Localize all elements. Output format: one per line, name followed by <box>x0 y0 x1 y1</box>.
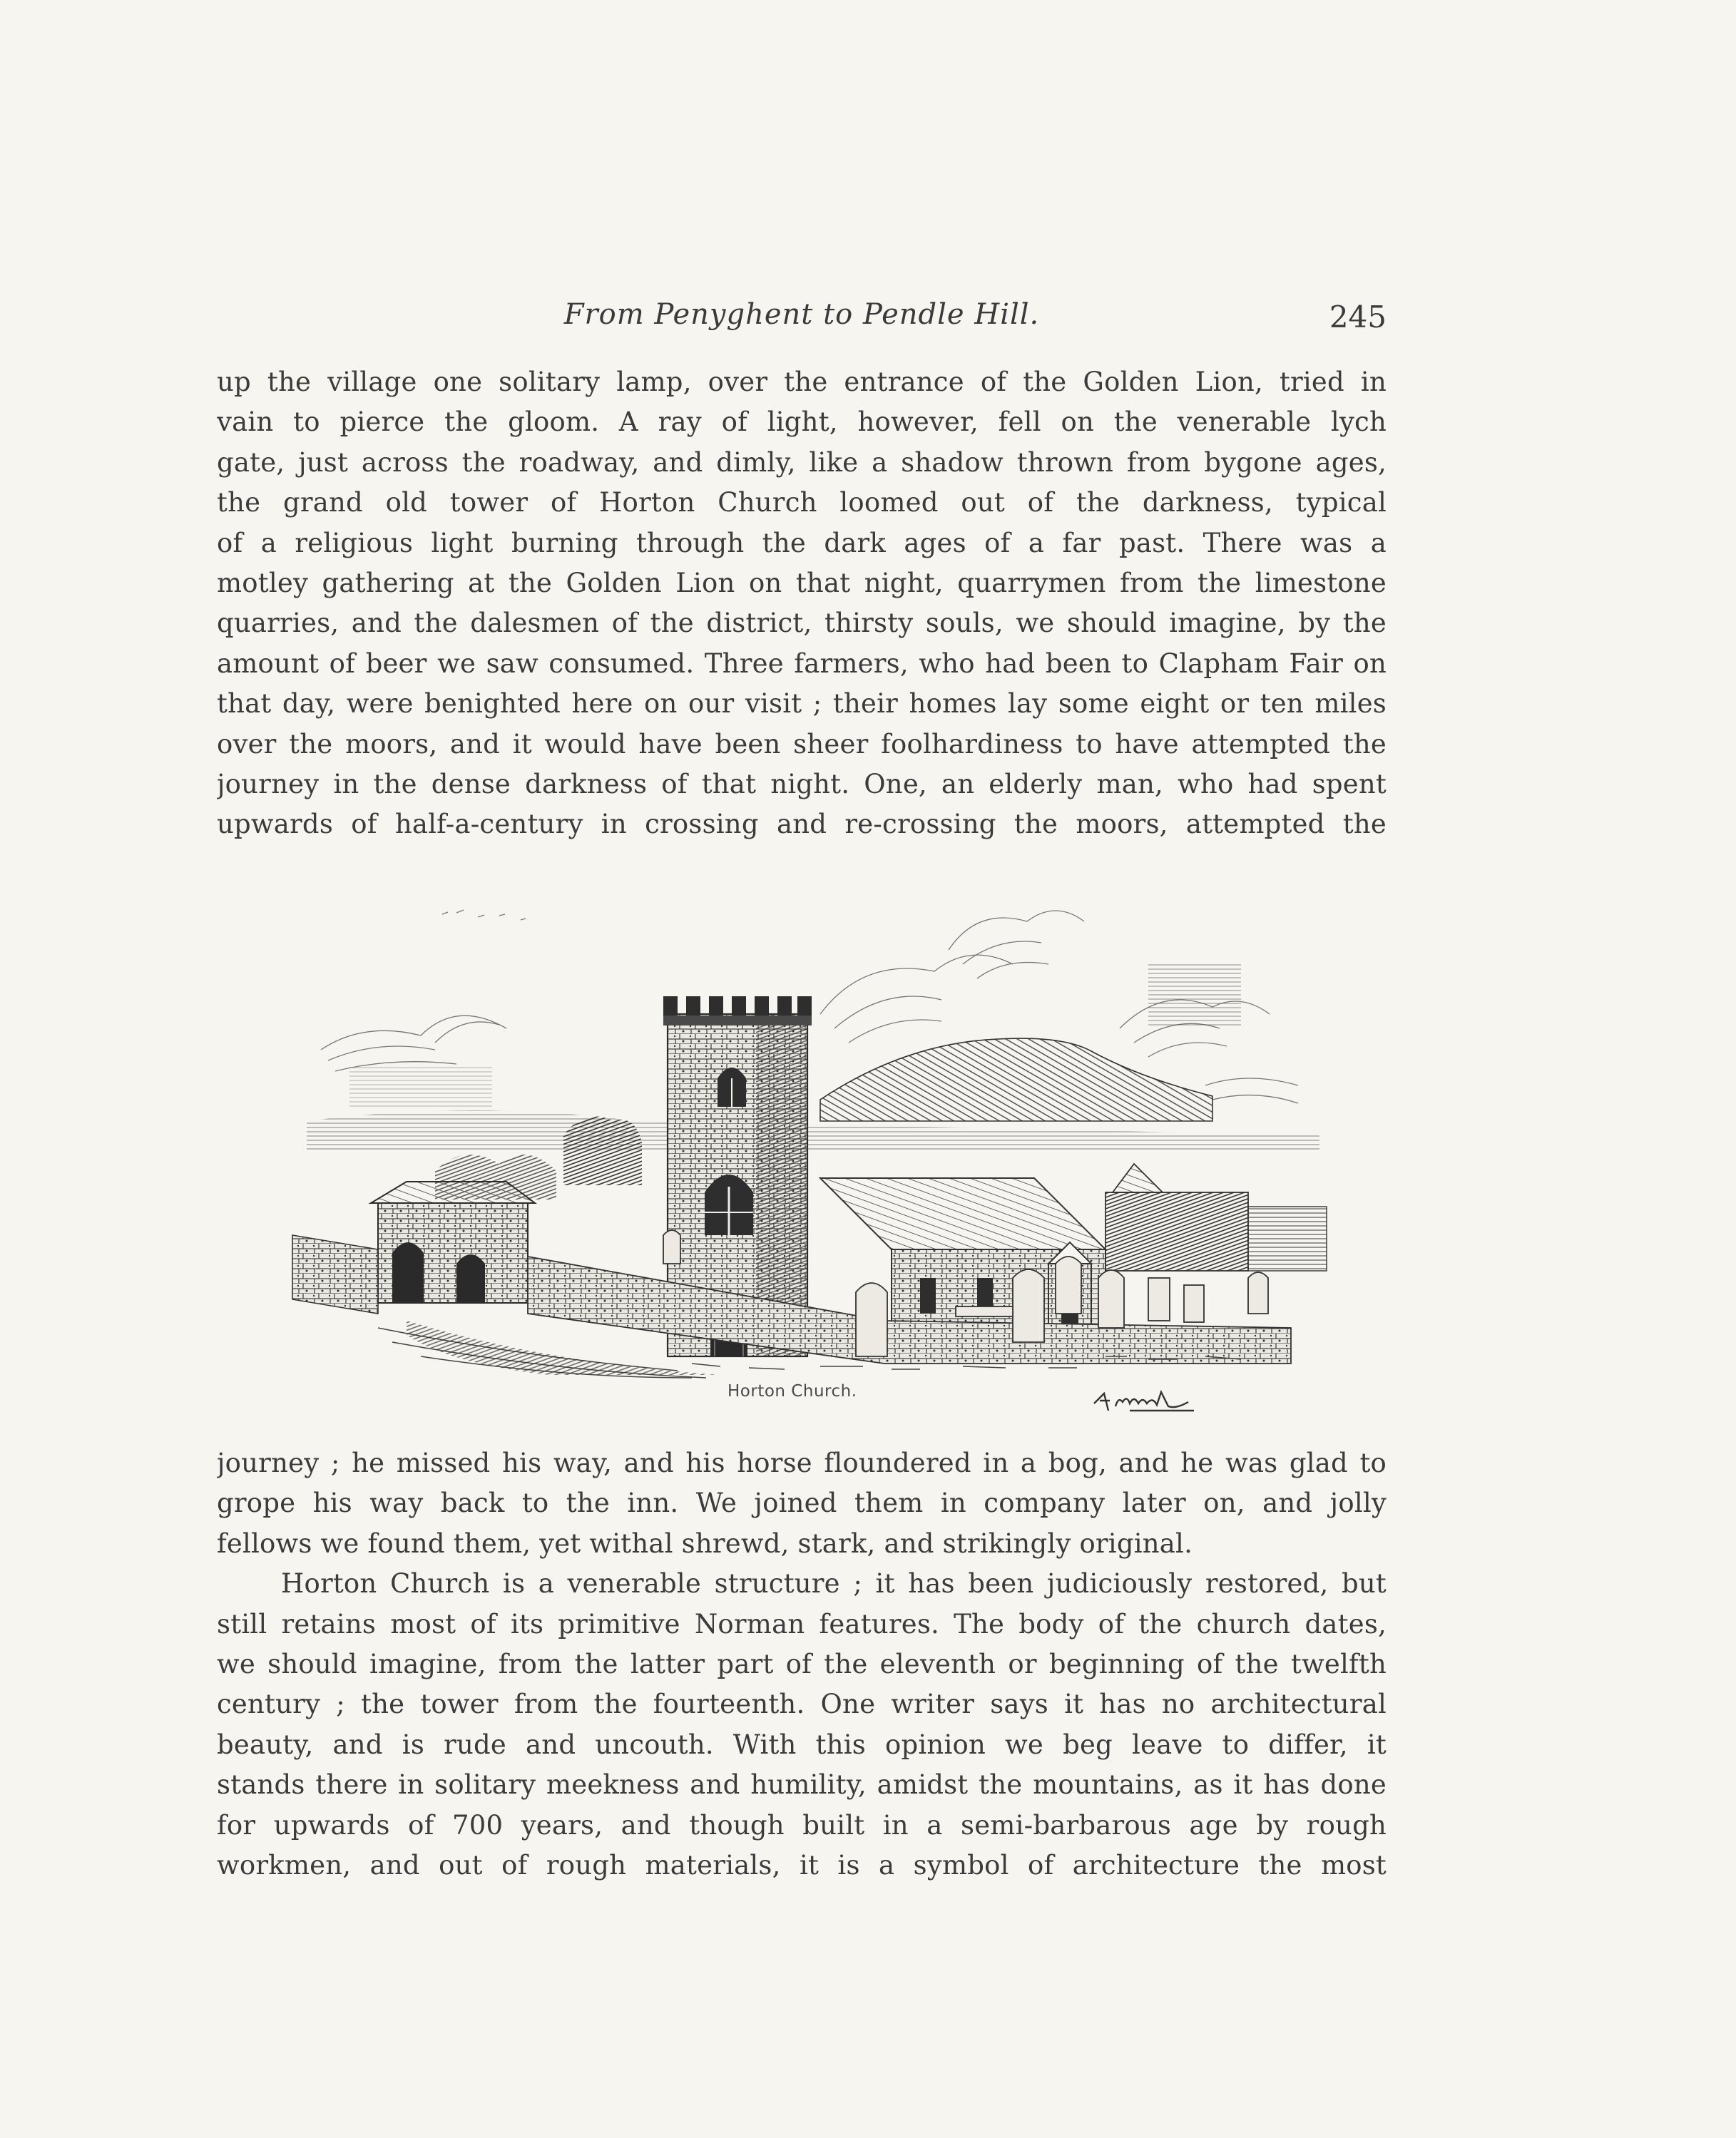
text-line: gate, just across the roadway, and dimly, like a shadow thrown from bygone ages, <box>217 446 1387 478</box>
farm-building <box>1106 1192 1248 1271</box>
text-line: journey ; he missed his way, and his horse floundered in a bog, and he was glad to <box>217 1448 1387 1478</box>
paragraph-bottom <box>217 1443 1387 1886</box>
text-line: journey in the dense darkness of that night. One, an elderly man, who had spent <box>217 768 1387 799</box>
paragraph-top <box>217 362 1387 845</box>
figure-caption: Horton Church. <box>727 1382 857 1401</box>
text-line: that day, were benighted here on our visit ; their homes lay some eight or ten miles <box>217 688 1387 720</box>
text-line: still retains most of its primitive Norman features. The body of the church dates, <box>217 1608 1387 1640</box>
text-line: motley gathering at the Golden Lion on that night, quarrymen from the limestone <box>217 567 1387 598</box>
text-line: vain to pierce the gloom. A ray of light, however, fell on the venerable lych <box>217 406 1387 438</box>
text-line: of a religious light burning through the dark ages of a far past. There was a <box>217 527 1387 558</box>
text-line: fellows we found them, yet withal shrewd, stark, and strikingly original. <box>217 1528 1193 1559</box>
text-line: amount of beer we saw consumed. Three farmers, who had been to Clapham Fair on <box>217 648 1387 679</box>
text-line: workmen, and out of rough materials, it is a symbol of architecture the most <box>217 1849 1387 1881</box>
nave-roof <box>820 1178 1106 1249</box>
text-line: we should imagine, from the latter part of the eleventh or beginning of the twelfth <box>217 1648 1387 1679</box>
text-line: the grand old tower of Horton Church loomed out of the darkness, typical <box>217 487 1387 518</box>
text-line: beauty, and is rude and uncouth. With this opinion we beg leave to differ, it <box>217 1729 1387 1760</box>
text-line: upwards of half-a-century in crossing and re-crossing the moors, attempted the <box>217 809 1387 840</box>
page-number: 245 <box>1329 300 1387 334</box>
text-line: for upwards of 700 years, and though built in a semi-barbarous age by rough <box>217 1809 1387 1841</box>
text-line: Horton Church is a venerable structure ; it has been judiciously restored, but <box>281 1568 1387 1600</box>
text-line: century ; the tower from the fourteenth. One writer says it has no architectural <box>217 1689 1387 1720</box>
distant-hill <box>820 1038 1212 1121</box>
church-engraving <box>264 864 1348 1385</box>
horton-church-illustration <box>264 864 1348 1385</box>
text-line: stands there in solitary meekness and humility, amidst the mountains, as it has done <box>217 1769 1387 1801</box>
text-line: up the village one solitary lamp, over the entrance of the Golden Lion, tried in <box>217 367 1387 397</box>
text-line: grope his way back to the inn. We joined them in company later on, and jolly <box>217 1488 1387 1519</box>
text-line: quarries, and the dalesmen of the district, thirsty souls, we should imagine, by the <box>217 608 1387 639</box>
running-head <box>217 298 1387 341</box>
text-line: over the moors, and it would have been sheer foolhardiness to have attempted the <box>217 728 1387 759</box>
artist-signature <box>1087 1382 1215 1418</box>
running-title: From Penyghent to Pendle Hill. <box>563 298 1040 331</box>
lych-gate <box>371 1182 535 1303</box>
